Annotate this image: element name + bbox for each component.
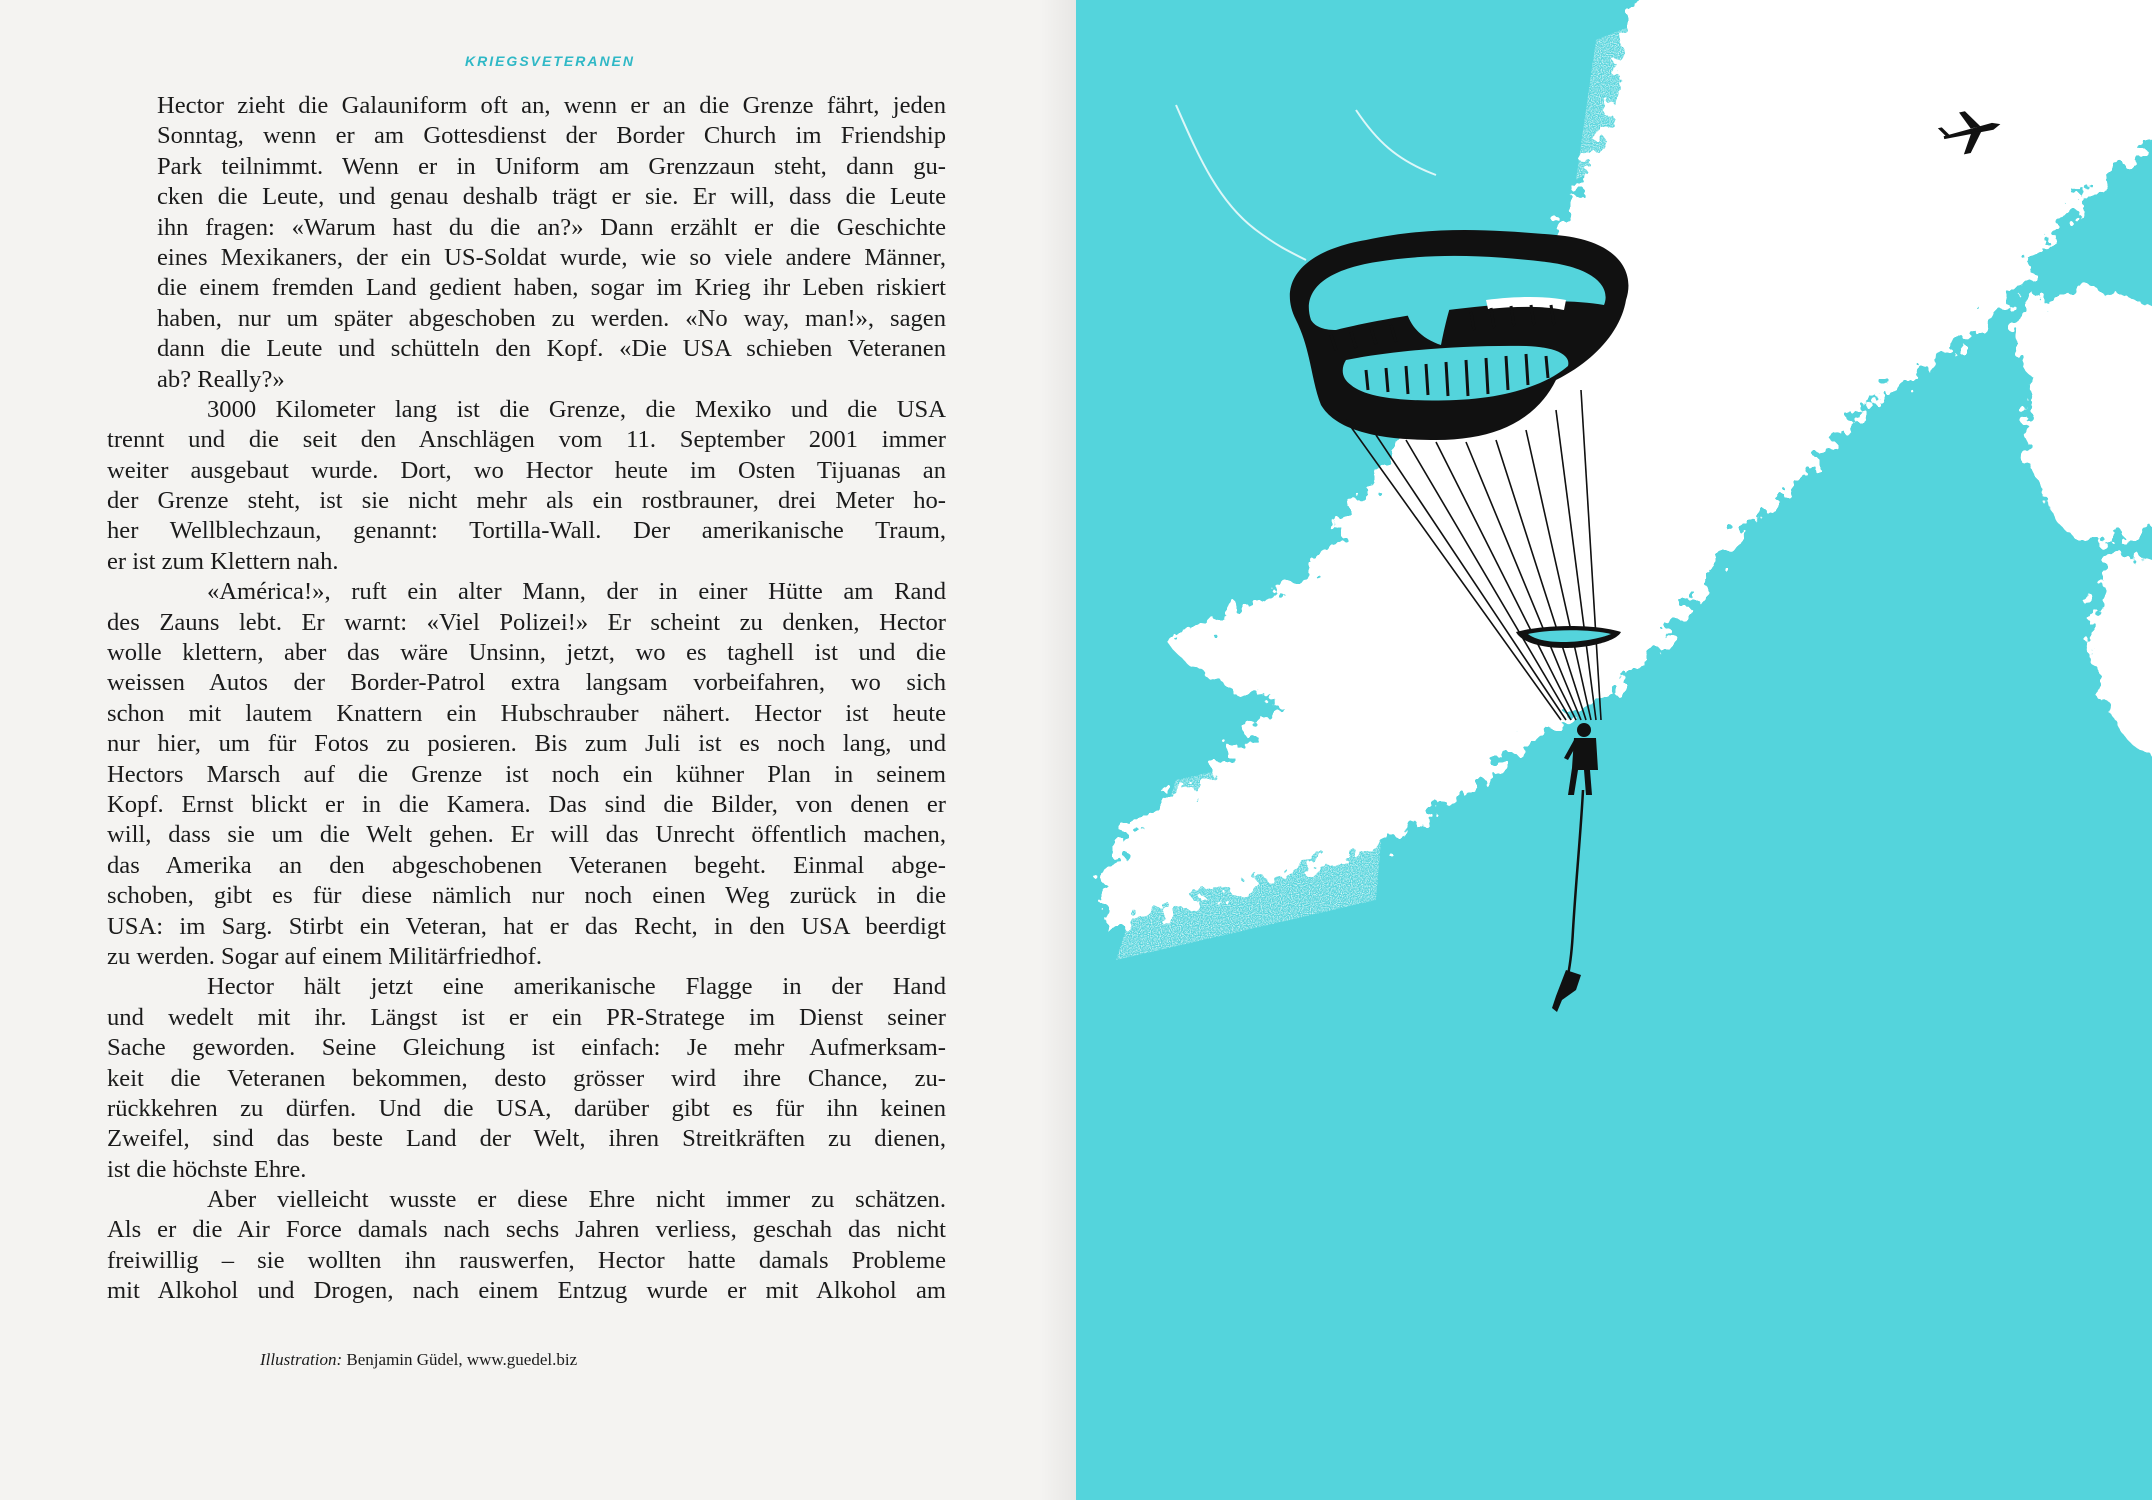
text-line: Hectors Marsch auf die Grenze ist noch ein kühner Plan in seinem xyxy=(107,760,946,788)
text-line: keit die Veteranen bekommen, desto grösser wird ihre Chance, zu- xyxy=(107,1064,946,1092)
article-body xyxy=(107,91,946,1307)
text-line: ihn fragen: «Warum hast du die an?» Dann erzählt er die Geschichte xyxy=(157,213,946,241)
text-line: 3000 Kilometer lang ist die Grenze, die Mexiko und die USA xyxy=(207,395,946,423)
illustration-page xyxy=(1076,0,2152,1500)
caption-text: Benjamin Güdel, www.guedel.biz xyxy=(346,1350,578,1369)
text-line: trennt und die seit den Anschlägen vom 11. September 2001 immer xyxy=(107,426,946,454)
paragraph-4 xyxy=(107,972,946,1185)
cargo-bundle xyxy=(1552,970,1581,1012)
parachute-illustration xyxy=(1076,0,2152,1500)
text-line: her Wellblechzaun, genannt: Tortilla-Wall. Der amerikanische Traum, xyxy=(107,517,946,545)
paragraph-2 xyxy=(107,395,946,577)
text-line: er ist zum Klettern nah. xyxy=(107,547,339,575)
text-line: Kopf. Ernst blickt er in die Kamera. Das sind die Bilder, von denen er xyxy=(107,790,946,818)
text-line: Sonntag, wenn er am Gottesdienst der Border Church im Friendship xyxy=(157,122,946,150)
text-line: und wedelt mit ihr. Längst ist er ein PR-Stratege im Dienst seiner xyxy=(107,1003,946,1031)
paragraph-5 xyxy=(107,1185,946,1307)
running-head: KRIEGSVETERANEN xyxy=(464,53,636,69)
paragraph-1 xyxy=(157,91,946,395)
text-line: weiter ausgebaut wurde. Dort, wo Hector heute im Osten Tijuanas an xyxy=(107,456,946,484)
text-line: cken die Leute, und genau deshalb trägt er sie. Er will, dass die Leute xyxy=(157,183,946,211)
text-line: Als er die Air Force damals nach sechs Jahren verliess, geschah das nicht xyxy=(107,1216,946,1244)
text-line: dann die Leute und schütteln den Kopf. «Die USA schieben Veteranen xyxy=(157,335,946,363)
text-line: nur hier, um für Fotos zu posieren. Bis zum Juli ist es noch lang, und xyxy=(107,730,946,758)
text-line: der Grenze steht, ist sie nicht mehr als ein rostbrauner, drei Meter ho- xyxy=(107,487,946,515)
text-line: Hector hält jetzt eine amerikanische Flagge in der Hand xyxy=(207,973,946,1001)
text-line: schon mit lautem Knattern ein Hubschrauber nähert. Hector ist heute xyxy=(107,699,946,727)
text-line: Hector zieht die Galauniform oft an, wenn er an die Grenze fährt, jeden xyxy=(157,92,946,119)
page-gutter xyxy=(1040,0,1076,1500)
illustration-credit xyxy=(260,1350,577,1370)
text-line: eines Mexikaners, der ein US-Soldat wurde, wie so viele andere Männer, xyxy=(157,243,946,271)
text-line: weissen Autos der Border-Patrol extra langsam vorbeifahren, wo sich xyxy=(107,669,946,697)
text-line: Aber vielleicht wusste er diese Ehre nicht immer zu schätzen. xyxy=(207,1186,946,1214)
text-line: Zweifel, sind das beste Land der Welt, ihren Streitkräften zu dienen, xyxy=(107,1125,946,1153)
text-line: haben, nur um später abgeschoben zu werden. «No way, man!», sagen xyxy=(157,304,946,332)
text-line: freiwillig – sie wollten ihn rauswerfen, Hector hatte damals Probleme xyxy=(107,1246,946,1274)
text-line: zu werden. Sogar auf einem Militärfriedhof. xyxy=(107,942,543,970)
text-line: des Zauns lebt. Er warnt: «Viel Polizei!» Er scheint zu denken, Hector xyxy=(107,608,946,636)
text-line: das Amerika an den abgeschobenen Veteranen begeht. Einmal abge- xyxy=(107,851,946,879)
text-line: mit Alkohol und Drogen, nach einem Entzug wurde er mit Alkohol am xyxy=(107,1277,946,1305)
text-line: Sache geworden. Seine Gleichung ist einfach: Je mehr Aufmerksam- xyxy=(107,1034,946,1062)
text-line: USA: im Sarg. Stirbt ein Veteran, hat er das Recht, in den USA beerdigt xyxy=(107,912,946,940)
text-line: schoben, gibt es für diese nämlich nur noch einen Weg zurück in die xyxy=(107,882,946,910)
parachutist-figure xyxy=(1564,723,1598,795)
text-line: rückkehren zu dürfen. Und die USA, darüber gibt es für ihn keinen xyxy=(107,1094,946,1122)
text-line: ab? Really?» xyxy=(157,365,285,393)
text-line: wolle klettern, aber das wäre Unsinn, jetzt, wo es taghell ist und die xyxy=(107,639,946,667)
text-line: «América!», ruft ein alter Mann, der in einer Hütte am Rand xyxy=(207,578,946,606)
text-line: ist die höchste Ehre. xyxy=(107,1155,307,1183)
tether-line xyxy=(1568,790,1583,975)
text-line: Park teilnimmt. Wenn er in Uniform am Grenzzaun steht, dann gu- xyxy=(157,152,946,180)
text-line: will, dass sie um die Welt gehen. Er will das Unrecht öffentlich machen, xyxy=(107,821,946,849)
text-line: die einem fremden Land gedient haben, sogar im Krieg ihr Leben riskiert xyxy=(157,274,946,302)
caption-label: Illustration: xyxy=(260,1350,343,1369)
paragraph-3 xyxy=(107,577,946,972)
